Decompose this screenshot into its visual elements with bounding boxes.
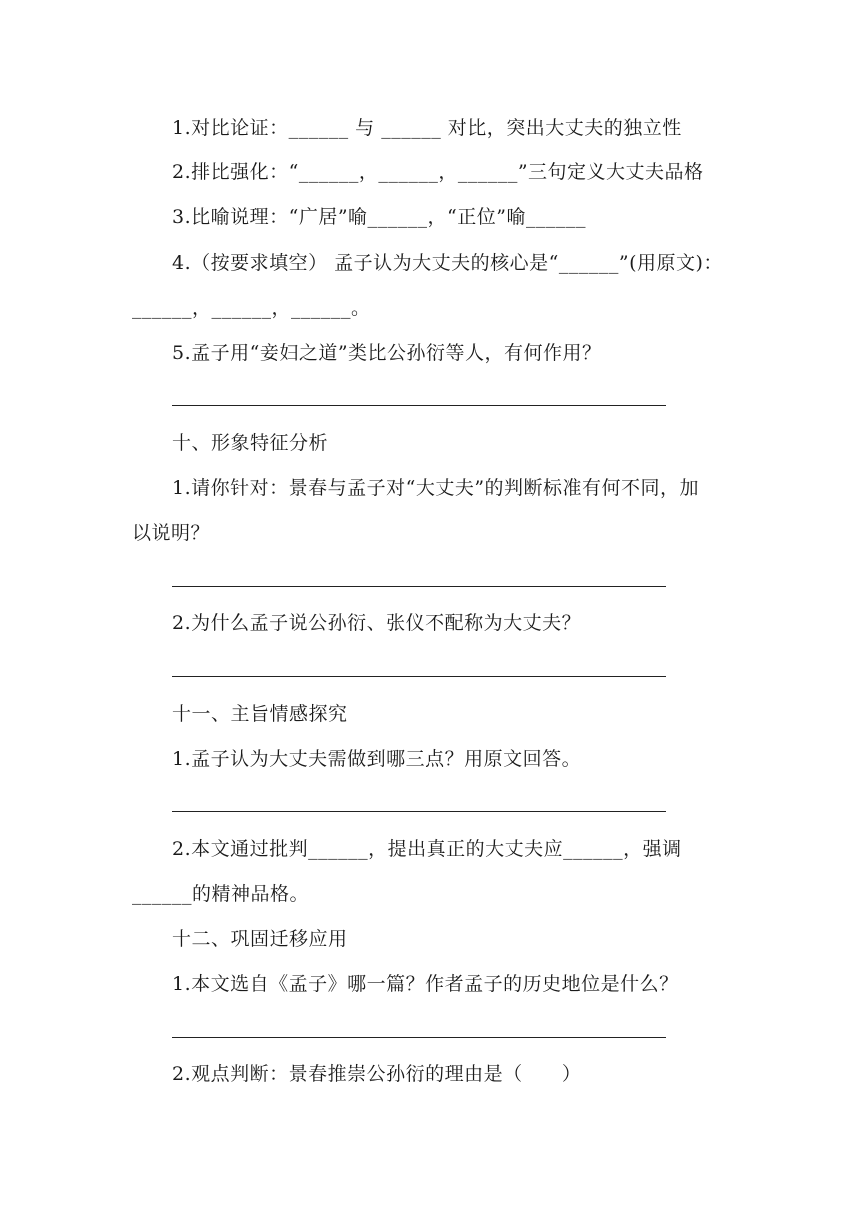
answer-line	[172, 811, 666, 812]
question-12-1: 1.本文选自《孟子》哪一篇？作者孟子的历史地位是什么？	[172, 973, 679, 995]
question-11-2-continued: ______的精神品格。	[132, 883, 310, 905]
question-fill-core: 4.（按要求填空） 孟子认为大丈夫的核心是“______”(用原文)：	[172, 252, 723, 274]
answer-line	[172, 405, 666, 406]
question-10-2: 2.为什么孟子说公孙衍、张仪不配称为大丈夫？	[172, 612, 582, 634]
question-10-1: 1.请你针对：景春与孟子对“大丈夫”的判断标准有何不同，加	[172, 477, 700, 499]
question-11-1: 1.孟子认为大丈夫需做到哪三点？用原文回答。	[172, 748, 582, 770]
answer-line	[172, 676, 666, 677]
question-analogy-effect: 5.孟子用“妾妇之道”类比公孙衍等人，有何作用？	[172, 342, 602, 364]
answer-line	[172, 1037, 666, 1038]
section-heading-10: 十、形象特征分析	[172, 432, 329, 454]
question-metaphor: 3.比喻说理：“广居”喻______，“正位”喻______	[172, 206, 586, 228]
question-12-2: 2.观点判断：景春推崇公孙衍的理由是（ ）	[172, 1063, 582, 1085]
section-heading-11: 十一、主旨情感探究	[172, 703, 348, 725]
section-heading-12: 十二、巩固迁移应用	[172, 928, 348, 950]
question-fill-core-continued: ______，______，______。	[132, 297, 371, 319]
question-contrast-argument: 1.对比论证：______ 与 ______ 对比，突出大丈夫的独立性	[172, 117, 682, 139]
question-10-1-continued: 以说明？	[132, 522, 211, 544]
question-11-2: 2.本文通过批判______，提出真正的大丈夫应______，强调	[172, 838, 682, 860]
question-parallelism: 2.排比强化：“______，______，______”三句定义大丈夫品格	[172, 161, 704, 183]
answer-line	[172, 586, 666, 587]
